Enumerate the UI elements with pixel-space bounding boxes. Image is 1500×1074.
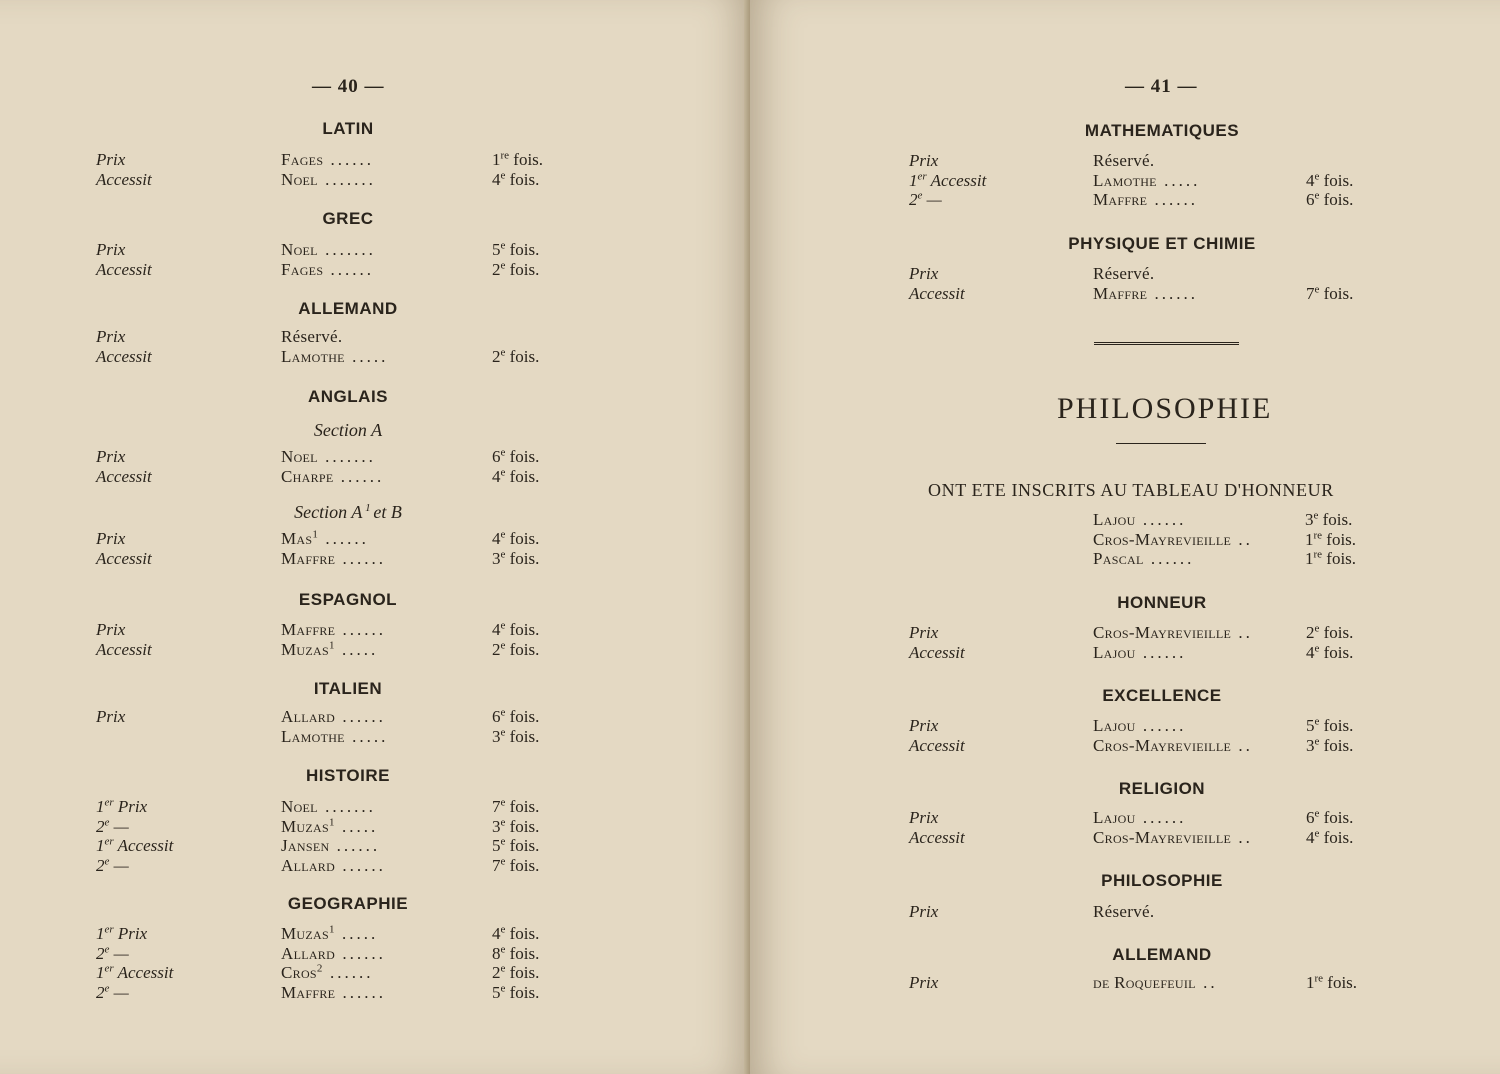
student-name: Lajou ......	[1093, 510, 1187, 529]
award-label: Prix	[96, 327, 126, 346]
award-label: Prix	[909, 623, 939, 642]
times-count: 6e fois.	[1306, 189, 1354, 209]
times-count: 8e fois.	[492, 943, 540, 963]
times-count: 4e fois.	[492, 466, 540, 486]
award-row	[909, 736, 1409, 756]
award-row	[96, 817, 596, 837]
times-count: 4e fois.	[492, 619, 540, 639]
award-label: Accessit	[909, 828, 965, 847]
award-label: 2e —	[96, 816, 129, 836]
student-name: Cros-Mayrevieille ..	[1093, 530, 1253, 549]
student-name: Lamothe .....	[1093, 171, 1201, 190]
award-label: Prix	[909, 151, 939, 170]
award-row	[96, 836, 596, 856]
section-heading: RELIGION	[1118, 779, 1206, 798]
double-rule	[1094, 342, 1239, 345]
award-label: Prix	[909, 808, 939, 827]
title-rule	[1116, 443, 1206, 444]
times-count: 6e fois.	[492, 446, 540, 466]
times-count: 1re fois.	[492, 149, 544, 169]
award-label: Prix	[96, 620, 126, 639]
award-row	[909, 902, 1409, 922]
student-name: Maffre ......	[281, 620, 387, 639]
student-name: Mas$^1$ ......	[281, 528, 369, 548]
times-count: 2e fois.	[492, 962, 540, 982]
award-row	[96, 707, 596, 727]
award-label: Prix	[96, 240, 126, 259]
award-row	[909, 284, 1409, 304]
section-subheading: Section A	[313, 420, 383, 440]
student-name: Cros-Mayrevieille ..	[1093, 736, 1253, 755]
award-label: 2e —	[96, 855, 129, 875]
award-label: Prix	[909, 264, 939, 283]
award-row	[96, 620, 596, 640]
section-heading: EXCELLENCE	[1102, 686, 1222, 705]
award-label: Prix	[909, 973, 939, 992]
times-count: 2e fois.	[1306, 622, 1354, 642]
award-label: 1er Accessit	[909, 170, 987, 190]
section-heading: HISTOIRE	[306, 766, 390, 785]
student-name: Lamothe .....	[281, 347, 389, 366]
award-row	[96, 529, 596, 549]
times-count: 1re fois.	[1305, 529, 1357, 549]
student-name: Maffre ......	[281, 549, 387, 568]
times-count: 2e fois.	[492, 259, 540, 279]
section-heading: ALLEMAND	[298, 299, 398, 318]
student-name: Réservé.	[281, 327, 343, 346]
award-row	[909, 264, 1409, 284]
award-row	[96, 240, 596, 260]
section-heading: LATIN	[322, 119, 374, 138]
award-row	[96, 347, 596, 367]
award-row	[96, 260, 596, 280]
student-name: Pascal ......	[1093, 549, 1195, 568]
award-row	[96, 170, 596, 190]
student-name: Réservé.	[1093, 151, 1155, 170]
section-heading: ALLEMAND	[1112, 945, 1212, 964]
times-count: 5e fois.	[492, 239, 540, 259]
student-name: Fages ......	[281, 150, 375, 169]
section-heading: ITALIEN	[313, 679, 383, 698]
times-count: 3e fois.	[1305, 509, 1353, 529]
times-count: 3e fois.	[492, 726, 540, 746]
student-name: de Roquefeuil ..	[1093, 973, 1218, 992]
student-name: Fages ......	[281, 260, 375, 279]
award-label: Prix	[96, 707, 126, 726]
times-count: 3e fois.	[1306, 735, 1354, 755]
award-row	[96, 727, 596, 747]
award-row	[96, 549, 596, 569]
times-count: 1re fois.	[1306, 972, 1358, 992]
honor-row	[1093, 510, 1413, 530]
times-count: 4e fois.	[1306, 827, 1354, 847]
student-name: Cros-Mayrevieille ..	[1093, 828, 1253, 847]
student-name: Lajou ......	[1093, 716, 1187, 735]
student-name: Noel .......	[281, 170, 376, 189]
section-heading: MATHEMATIQUES	[1084, 121, 1240, 140]
award-row	[96, 447, 596, 467]
section-heading: HONNEUR	[1117, 593, 1207, 612]
award-label: Accessit	[96, 170, 152, 189]
student-name: Charpe ......	[281, 467, 385, 486]
page-number-right: — 41 —	[1125, 76, 1198, 97]
times-count: 4e fois.	[492, 528, 540, 548]
times-count: 1re fois.	[1305, 548, 1357, 568]
page-number-left: — 40 —	[312, 76, 385, 97]
section-subheading: Section A $^1$ et B	[294, 502, 402, 522]
student-name: Lamothe .....	[281, 727, 389, 746]
student-name: Réservé.	[1093, 902, 1155, 921]
award-row	[909, 171, 1409, 191]
award-label: 2e —	[96, 982, 129, 1002]
times-count: 4e fois.	[492, 169, 540, 189]
honor-row	[1093, 549, 1413, 569]
award-row	[96, 150, 596, 170]
student-name: Muzas$^1$ .....	[281, 639, 379, 659]
award-label: Prix	[96, 150, 126, 169]
section-heading: ANGLAIS	[308, 387, 388, 406]
award-label: Accessit	[96, 347, 152, 366]
award-row	[909, 716, 1409, 736]
right-page	[750, 0, 1500, 1074]
times-count: 6e fois.	[492, 706, 540, 726]
award-label: Accessit	[96, 260, 152, 279]
award-row	[96, 327, 596, 347]
award-row	[96, 467, 596, 487]
award-row	[909, 643, 1409, 663]
award-label: Prix	[96, 529, 126, 548]
times-count: 7e fois.	[1306, 283, 1354, 303]
award-label: 1er Accessit	[96, 835, 174, 855]
student-name: Lajou ......	[1093, 643, 1187, 662]
award-label: 1er Prix	[96, 923, 148, 943]
student-name: Réservé.	[1093, 264, 1155, 283]
times-count: 3e fois.	[492, 548, 540, 568]
award-label: 2e —	[909, 189, 942, 209]
award-row	[909, 973, 1409, 993]
student-name: Noel .......	[281, 240, 376, 259]
award-row	[96, 856, 596, 876]
section-heading: PHYSIQUE ET CHIMIE	[1068, 234, 1256, 253]
class-title: PHILOSOPHIE	[1057, 392, 1273, 425]
times-count: 7e fois.	[492, 796, 540, 816]
times-count: 4e fois.	[1306, 642, 1354, 662]
award-label: 2e —	[96, 943, 129, 963]
award-label: Accessit	[96, 467, 152, 486]
times-count: 5e fois.	[492, 982, 540, 1002]
award-label: Prix	[96, 447, 126, 466]
honor-row	[1093, 530, 1413, 550]
times-count: 4e fois.	[492, 923, 540, 943]
award-row	[96, 797, 596, 817]
award-row	[96, 944, 596, 964]
award-row	[909, 623, 1409, 643]
student-name: Jansen ......	[281, 836, 381, 855]
times-count: 3e fois.	[492, 816, 540, 836]
student-name: Lajou ......	[1093, 808, 1187, 827]
award-row	[96, 983, 596, 1003]
student-name: Allard ......	[281, 707, 386, 726]
award-label: Accessit	[909, 736, 965, 755]
section-heading: GREC	[322, 209, 374, 228]
award-label: Accessit	[96, 640, 152, 659]
student-name: Allard ......	[281, 856, 386, 875]
times-count: 2e fois.	[492, 346, 540, 366]
student-name: Noel .......	[281, 447, 376, 466]
award-row	[909, 151, 1409, 171]
student-name: Maffre ......	[281, 983, 387, 1002]
award-label: 1er Accessit	[96, 962, 174, 982]
award-label: 1er Prix	[96, 796, 148, 816]
student-name: Maffre ......	[1093, 190, 1199, 209]
student-name: Muzas$^1$ .....	[281, 816, 379, 836]
student-name: Noel .......	[281, 797, 376, 816]
student-name: Maffre ......	[1093, 284, 1199, 303]
award-row	[96, 924, 596, 944]
times-count: 7e fois.	[492, 855, 540, 875]
times-count: 6e fois.	[1306, 807, 1354, 827]
section-heading: GEOGRAPHIE	[287, 894, 409, 913]
times-count: 4e fois.	[1306, 170, 1354, 190]
honor-caption: ONT ETE INSCRITS AU TABLEAU D'HONNEUR	[928, 480, 1334, 500]
award-label: Accessit	[909, 643, 965, 662]
student-name: Cros-Mayrevieille ..	[1093, 623, 1253, 642]
award-label: Prix	[909, 716, 939, 735]
award-label: Accessit	[96, 549, 152, 568]
award-row	[96, 963, 596, 983]
student-name: Muzas$^1$ .....	[281, 923, 379, 943]
award-row	[909, 190, 1409, 210]
award-row	[909, 808, 1409, 828]
student-name: Cros$^2$ ......	[281, 962, 374, 982]
award-label: Prix	[909, 902, 939, 921]
times-count: 5e fois.	[492, 835, 540, 855]
award-label: Accessit	[909, 284, 965, 303]
student-name: Allard ......	[281, 944, 386, 963]
times-count: 5e fois.	[1306, 715, 1354, 735]
award-row	[96, 640, 596, 660]
award-row	[909, 828, 1409, 848]
times-count: 2e fois.	[492, 639, 540, 659]
section-heading: ESPAGNOL	[298, 590, 398, 609]
section-heading: PHILOSOPHIE	[1101, 871, 1223, 890]
